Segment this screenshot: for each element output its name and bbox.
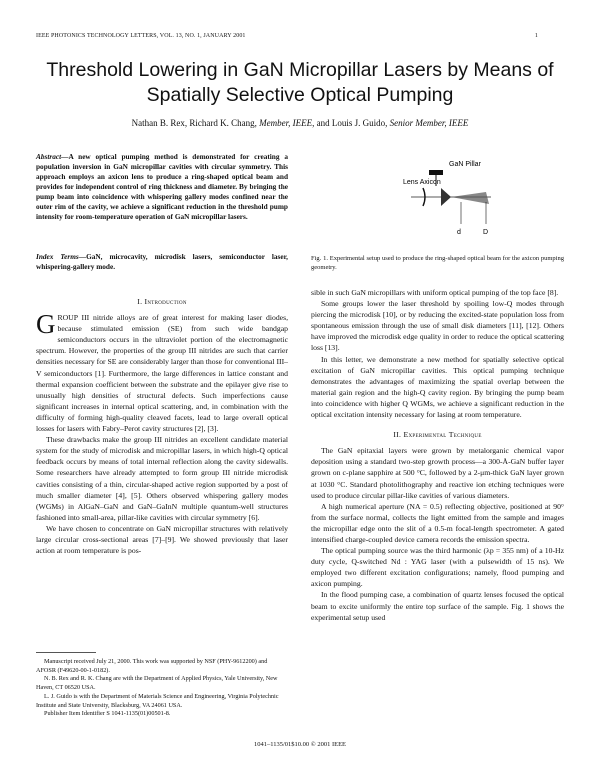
paper-title: Threshold Lowering in GaN Micropillar Lasers by Means of Spatially Selective Optical Pumping: [46, 59, 554, 106]
intro-paragraph-1: [36, 309, 288, 434]
right-column: [311, 287, 564, 623]
axicon-shape: [441, 188, 451, 206]
figure-caption: Fig. 1. Experimental setup used to produce the ring-shaped optical beam for the axicon pumping geometry.: [311, 255, 564, 271]
left-column: [36, 296, 288, 556]
abstract: [36, 152, 288, 222]
footnote-identifier: Publisher Item Identifier S 1041-1135(01)00501-8.: [44, 710, 171, 718]
abstract-label: Abstract: [36, 152, 62, 161]
author-names-1: Nathan B. Rex, Richard K. Chang,: [131, 118, 260, 128]
section-heading-introduction: I. Introduction: [137, 297, 187, 306]
right-paragraph-1: sible in such GaN micropillars with uniform optical pumping of the top face [8].: [311, 288, 559, 297]
author-line: [20, 118, 580, 128]
setup-diagram: [311, 152, 564, 252]
copyright-footer: 1041–1135/01$10.00 © 2001 IEEE: [253, 741, 347, 748]
running-header: IEEE PHOTONICS TECHNOLOGY LETTERS, VOL. 13, NO. 1, JANUARY 2001: [36, 33, 246, 39]
page-number: 1: [534, 33, 538, 39]
label-D: D: [483, 229, 489, 236]
exp-paragraph-2: A high numerical aperture (NA = 0.5) reflecting objective, positioned at 90° from the surface normal, collects the light emitted from the sample and images the micropillar edge onto the slit of a 0.5-m focal-length spectrometer. A gated intensified charge-coupled device camera records the emission spectra.: [311, 501, 564, 544]
exp-paragraph-3: The optical pumping source was the third harmonic (λp = 355 nm) of a 10-Hz duty cycle, Q-switched Nd : YAG laser (with a pulsewidth of 15 ns). We employed two different excitation configurations; namely, flood pumping and axicon pumping.: [311, 546, 564, 589]
footnote-affiliation-1: N. B. Rex and R. K. Chang are with the Department of Applied Physics, Yale University, New Haven, CT 06520 USA.: [36, 675, 278, 692]
author-role-2: Senior Member, IEEE: [389, 118, 469, 128]
index-terms: [36, 252, 288, 272]
label-gan-pillar: GaN Pillar: [449, 161, 481, 168]
intro-paragraph-3: We have chosen to concentrate on GaN micropillar structures with relatively large circular cross-sectional areas [7]–[9]. We showed previously that laser action at room temperature is pos-: [36, 523, 288, 556]
footnotes: [36, 658, 288, 719]
label-lens-axicon: Lens Axicon: [403, 179, 441, 186]
author-names-2: , and Louis J. Guido,: [312, 118, 390, 128]
footnote-rule: [36, 652, 96, 653]
exp-paragraph-4: In the flood pumping case, a combination of quartz lenses focused the optical beam to excite uniformly the entire top surface of the sample. Fig. 1 shows the experimental setup used: [311, 590, 564, 622]
figure-1: [311, 152, 564, 252]
beam-shape: [451, 192, 489, 204]
footnote-manuscript: Manuscript received July 21, 2000. This work was supported by NSF (PHY-9612200) and AFOSR (F49620-00-1-0182).: [36, 658, 268, 674]
abstract-text: —A new optical pumping method is demonstrated for creating a population inversion in GaN micropillar cavities with circular symmetry. This approach employs an axicon lens to produce a ring-shaped optical beam and provides for independent control of ring thickness and diameter. By bringing the pump beam into coincidence with whispering gallery modes confined near the outer rim of the cavity, we achieve a significant reduction in the threshold pump intensity for room-temperature operation of GaN micropillar lasers.: [36, 152, 288, 221]
intro-paragraph-2: These drawbacks make the group III nitrides an excellent candidate material system for the study of microdisk and micropillar lasers, in which high-Q optical feedback occurs by means of total internal reflection along the cavity sidewalls. Some researchers have already attempted to form group III nitride microdisk cavities consisting of a thin, circular-shaped active region supported by a post of much smaller diameter [4], [5]. Others observed whispering gallery modes (WGMs) in AlGaN–GaN and GaN–GaInN multiple quantum-well structures fashioned into small-area, pillar-like cavities with circular symmetry [6].: [36, 435, 288, 522]
gan-pillar-shape: [429, 170, 443, 175]
label-d: d: [457, 229, 461, 236]
drop-cap: G: [36, 309, 56, 340]
index-terms-label: Index Terms: [36, 252, 79, 261]
right-paragraph-3: In this letter, we demonstrate a new method for spatially selective optical excitation of GaN micropillar cavities. This optical pumping technique demonstrates the advantages of maximizing the spatial overlap between the material gain region and the high-Q cavity region. By bringing the pump beam into coincidence with higher Q WGMs, we achieve a significant reduction in the optical excitation intensity necessary for lasing at room temperature.: [311, 354, 564, 420]
index-terms-text: —GaN, microcavity, microdisk lasers, semiconductor laser, whispering-gallery mode.: [36, 252, 288, 271]
footnote-affiliation-2: L. J. Guido is with the Department of Materials Science and Engineering, Virginia Polytechnic Institute and State University, Blacksburg, VA 24061 USA.: [36, 692, 279, 709]
intro-paragraph-1-text: ROUP III nitride alloys are of great interest for making laser diodes, because stimulated emission (SE) from such wide bandgap semiconductors occurs in the ultraviolet portion of the electromagnetic spectrum. However, the properties of the group III nitrides are such that carrier densities necessary for SE are considerably larger than those for conventional III–V semiconductors [1]. Furthermore, the large differences in lattice constant and thermal expansion coefficient between the substrate and the epilayer give rise to unusually high densities of structural defects. Such imperfections cause significant increases in internal optical scattering, and, in combination with the difficulty of forming high-quality cleaved facets, lead to large overall optical losses for lasers with Fabry–Perot cavity structures [2], [3].: [36, 313, 288, 434]
author-role-1: Member, IEEE: [259, 118, 313, 128]
right-paragraph-2: Some groups lower the laser threshold by spoiling low-Q modes through piercing the microdisk [10], or by reducing the excited-state population loss from spontaneous emission through the use of small disk diameters [11], [12]. Others have improved the microdisk edge quality in order to reduce the optical scattering loss [13].: [311, 299, 564, 353]
exp-paragraph-1: The GaN epitaxial layers were grown by metalorganic chemical vapor deposition using a standard two-step growth process—a 300-Å-GaN buffer layer grown on c-plane sapphire at 500 °C, followed by a 2-μm-thick GaN layer grown at 1030 °C. Standard photolithography and reactive ion etching techniques were used to produce circular pillar-like cavities of various diameters.: [311, 446, 564, 500]
section-heading-experimental: II. Experimental Technique: [393, 430, 482, 440]
